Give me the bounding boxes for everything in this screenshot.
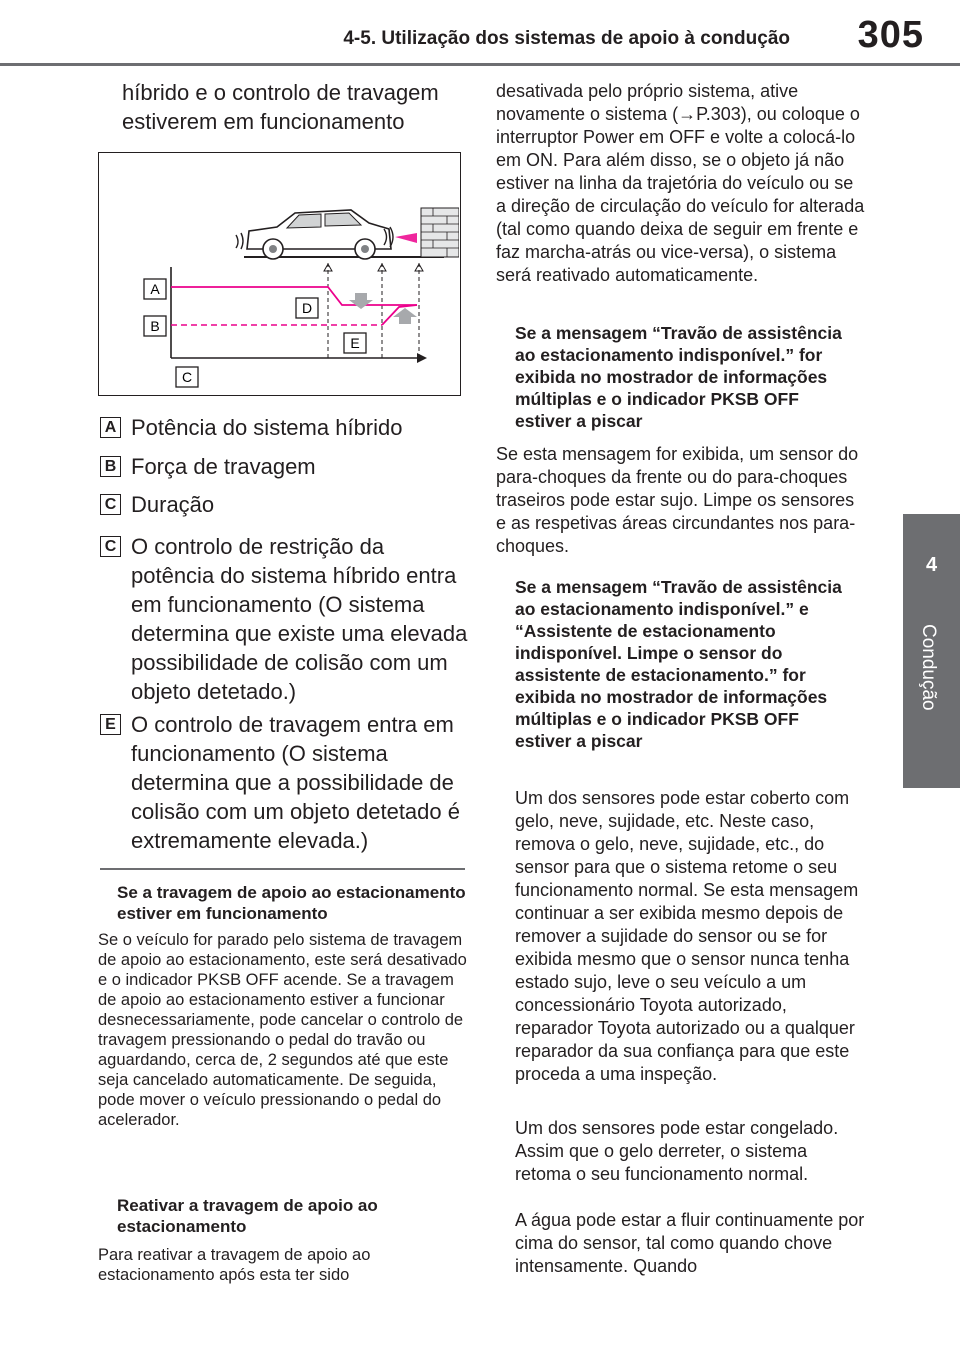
svg-text:E: E	[350, 335, 360, 351]
label-b	[144, 316, 166, 336]
chapter-label: Condução	[918, 624, 939, 711]
section-title: 4-5. Utilização dos sistemas de apoio à condução	[343, 28, 790, 49]
legend-text: Força de travagem	[131, 454, 316, 479]
legend-key: C	[100, 536, 121, 557]
legend-item-b	[100, 452, 470, 482]
legend-text: Duração	[131, 492, 215, 517]
svg-text:B: B	[150, 318, 160, 334]
chapter-number: 4	[925, 554, 938, 576]
wall-illustration	[421, 208, 459, 257]
section1-heading: Se a travagem de apoio ao estacionamento estiver em funcionamento	[117, 883, 466, 923]
legend-item-c	[100, 490, 470, 520]
page-number: 305	[857, 14, 924, 56]
svg-text:C: C	[181, 369, 193, 385]
legend-text: O controlo de restrição da potência do sistema híbrido entra em funcionamento (O sistema determina que existe uma elevada possibilidade de colisão com um objeto detetado.)	[131, 534, 468, 704]
legend-text: Potência do sistema híbrido	[131, 415, 403, 440]
section2-heading: Reativar a travagem de apoio ao estacionamento	[117, 1196, 378, 1236]
svg-text:A: A	[150, 281, 160, 297]
label-e	[344, 333, 366, 353]
car-illustration	[236, 210, 417, 259]
legend-item-a	[100, 413, 470, 443]
message-body-3: Um dos sensores pode estar congelado. Assim que o gelo derreter, o sistema retoma o seu funcionamento normal.	[515, 1118, 839, 1184]
svg-text:D: D	[301, 300, 313, 316]
legend-key: B	[100, 456, 121, 477]
section1-body: Se o veículo for parado pelo sistema de travagem de apoio ao estacionamento, este será desativado e o indicador PKSB OFF acende. Se a travagem de apoio ao estacionamento estiver a funcionar desnecessariamente, pode cancelar o controlo de travagem pressionando o pedal do travão ou aguardando, cerca de, 2 segundos até que este seja cancelado automaticamente. De seguida, pode mover o veículo pressionando o pedal do acelerador.	[98, 931, 467, 1129]
label-d	[296, 298, 318, 318]
label-c	[176, 367, 198, 387]
legend-key: A	[100, 417, 121, 438]
legend-item-e	[100, 710, 470, 853]
continuation-paragraph: desativada pelo próprio sistema, ative novamente o sistema (→P.303), ou coloque o interruptor Power em OFF e volte a colocá-lo em ON. Para além disso, se o objeto já não estiver na linha da trajetória do veículo ou se a direção de circulação do veículo for alterada (tal como quando deixa de seguir em frente e faz marcha-atrás ou vice-versa), o sistema será reativado automaticamente.	[496, 81, 865, 285]
message-heading-2: Se a mensagem “Travão de assistência ao estacionamento indisponível.” e “Assistente de estacionamento indisponível. Limpe o sensor do assistente de estacionamento.” for exibida no mostrador de informações múltiplas e o indicador PKSB OFF estiver a piscar	[515, 577, 842, 751]
braking-diagram	[98, 152, 461, 396]
chapter-tab[interactable]	[903, 514, 960, 788]
message-body-4: A água pode estar a fluir continuamente por cima do sensor, tal como quando chove intensamente. Quando	[515, 1210, 865, 1276]
diagram-svg	[99, 153, 459, 394]
message-heading-1: Se a mensagem “Travão de assistência ao estacionamento indisponível.” for exibida no mostrador de informações múltiplas e o indicador PKSB OFF estiver a piscar	[515, 323, 842, 431]
section-divider	[100, 868, 465, 870]
legend-key: E	[100, 714, 121, 735]
header-divider	[0, 63, 960, 66]
legend-key: C	[100, 494, 121, 515]
message-body-1: Se esta mensagem for exibida, um sensor do para-choques da frente ou do para-choques traseiros pode estar sujo. Limpe os sensores e as respetivas áreas circundantes nos para-choques.	[496, 444, 859, 556]
label-a	[144, 279, 166, 299]
section2-body: Para reativar a travagem de apoio ao estacionamento após esta ter sido	[98, 1246, 371, 1284]
message-body-2: Um dos sensores pode estar coberto com gelo, neve, sujidade, etc. Neste caso, remova o gelo, neve, sujidade, etc., do sensor para que o sistema retome o seu funcionamento normal. Se esta mensagem continuar a ser exibida mesmo depois de remover a sujidade do sensor ou se for exibida mesmo que o sensor nunca tenha estado sujo, leve o seu veículo a um concessionário Toyota autorizado, reparador Toyota autorizado ou a qualquer reparador da sua confiança para que este proceda a uma inspeção.	[515, 788, 859, 1084]
legend-text: O controlo de travagem entra em funcionamento (O sistema determina que a possibilidade de colisão com um objeto detetado é extremamente elevada.)	[131, 712, 460, 853]
legend-item-d	[100, 532, 470, 702]
lead-paragraph: híbrido e o controlo de travagem estiverem em funcionamento	[122, 80, 439, 134]
